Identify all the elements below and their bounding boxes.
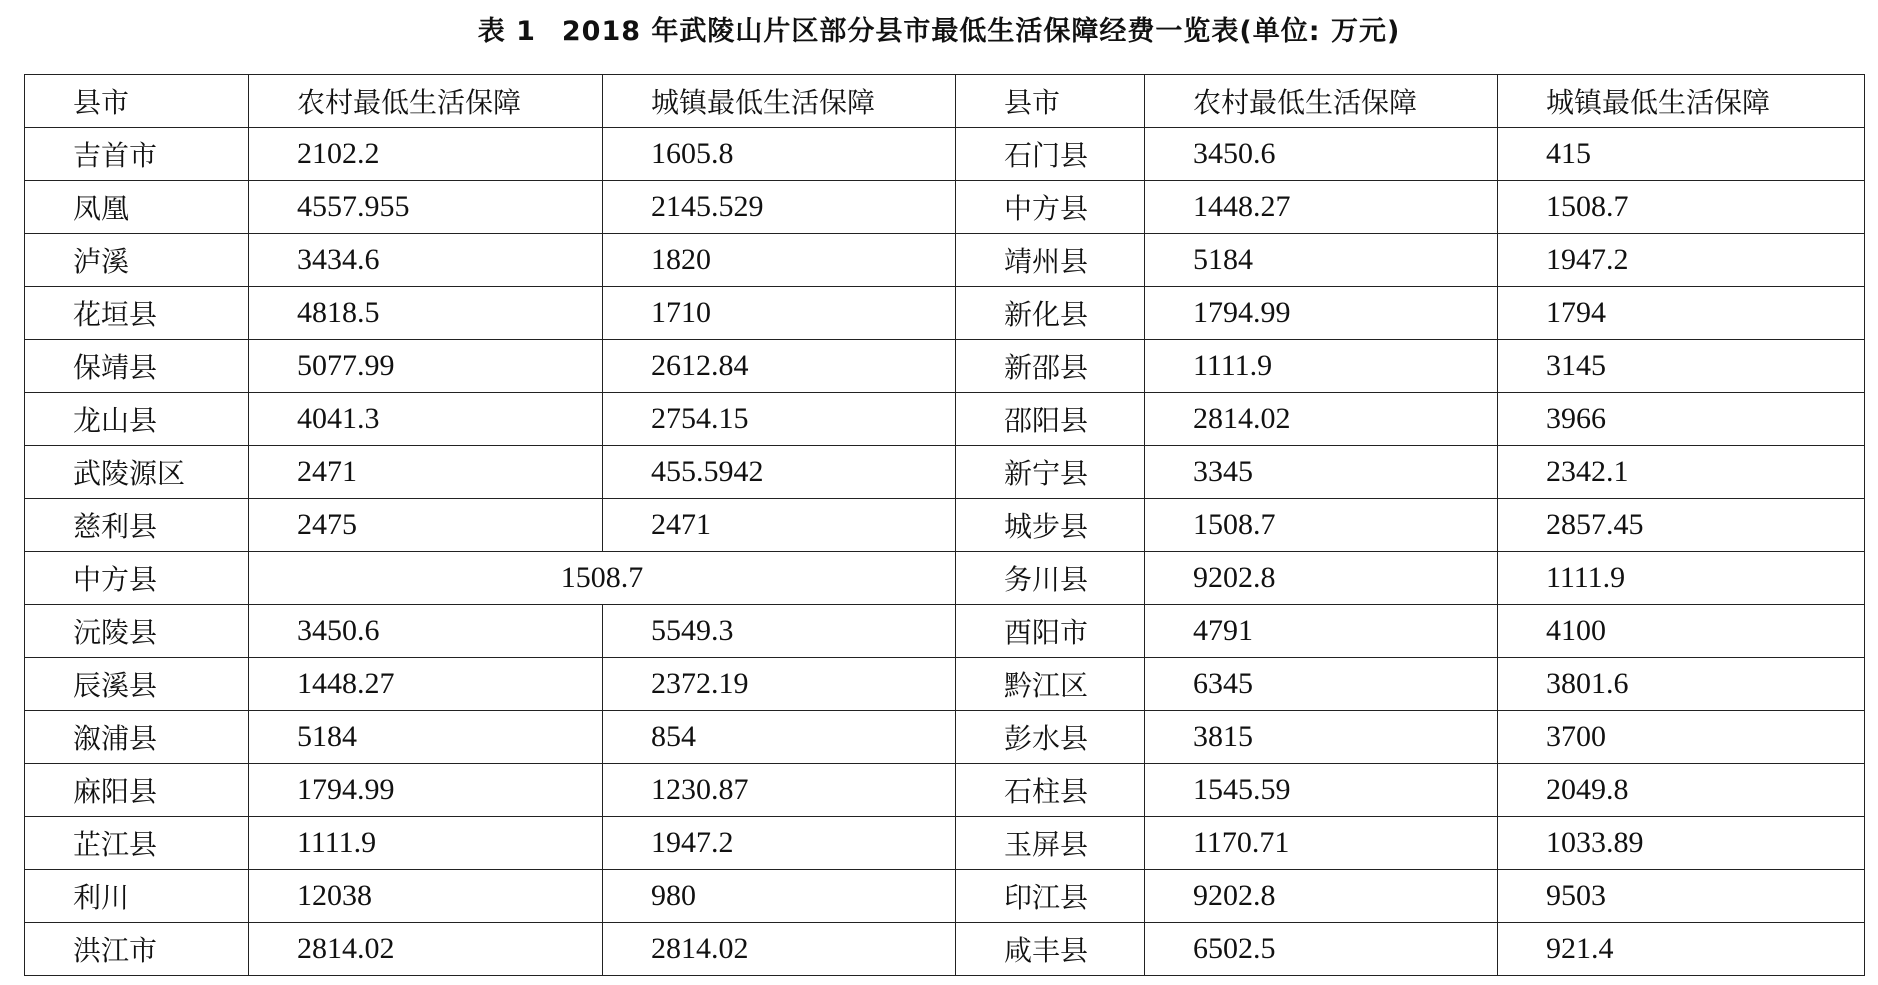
county-name: 慈利县 [25, 499, 249, 552]
urban-value: 1820 [603, 234, 956, 287]
urban-value: 1947.2 [603, 817, 956, 870]
urban-value: 3145 [1498, 340, 1865, 393]
column-header-urban: 城镇最低生活保障 [603, 75, 956, 128]
urban-value: 1947.2 [1498, 234, 1865, 287]
rural-value: 5184 [249, 711, 603, 764]
county-name: 保靖县 [25, 340, 249, 393]
table-row [25, 181, 1865, 234]
county-name: 黔江区 [956, 658, 1145, 711]
rural-value: 1111.9 [249, 817, 603, 870]
county-name: 新邵县 [956, 340, 1145, 393]
rural-value: 1170.71 [1145, 817, 1498, 870]
county-name: 花垣县 [25, 287, 249, 340]
county-name: 城步县 [956, 499, 1145, 552]
rural-value: 1794.99 [1145, 287, 1498, 340]
county-name: 彭水县 [956, 711, 1145, 764]
column-header-urban: 城镇最低生活保障 [1498, 75, 1865, 128]
urban-value: 455.5942 [603, 446, 956, 499]
rural-value: 5077.99 [249, 340, 603, 393]
county-name: 武陵源区 [25, 446, 249, 499]
urban-value: 2471 [603, 499, 956, 552]
subsistence-allowance-table [24, 74, 1865, 976]
column-header-rural: 农村最低生活保障 [1145, 75, 1498, 128]
county-name: 新宁县 [956, 446, 1145, 499]
rural-value: 3434.6 [249, 234, 603, 287]
county-name: 靖州县 [956, 234, 1145, 287]
urban-value: 415 [1498, 128, 1865, 181]
rural-value: 3450.6 [1145, 128, 1498, 181]
table-row [25, 658, 1865, 711]
rural-value: 4818.5 [249, 287, 603, 340]
urban-value: 2857.45 [1498, 499, 1865, 552]
county-name: 邵阳县 [956, 393, 1145, 446]
header-row [25, 75, 1865, 128]
rural-value: 9202.8 [1145, 552, 1498, 605]
table-row [25, 234, 1865, 287]
county-name: 务川县 [956, 552, 1145, 605]
table-row [25, 552, 1865, 605]
rural-value: 2471 [249, 446, 603, 499]
urban-value: 1605.8 [603, 128, 956, 181]
county-name: 龙山县 [25, 393, 249, 446]
county-name: 吉首市 [25, 128, 249, 181]
table-row [25, 393, 1865, 446]
rural-value: 9202.8 [1145, 870, 1498, 923]
county-name: 辰溪县 [25, 658, 249, 711]
county-name: 麻阳县 [25, 764, 249, 817]
county-name: 泸溪 [25, 234, 249, 287]
rural-value: 4791 [1145, 605, 1498, 658]
county-name: 芷江县 [25, 817, 249, 870]
urban-value: 921.4 [1498, 923, 1865, 976]
county-name: 中方县 [956, 181, 1145, 234]
rural-value: 1794.99 [249, 764, 603, 817]
merged-value-cell: 1508.7 [249, 552, 956, 605]
county-name: 咸丰县 [956, 923, 1145, 976]
urban-value: 2342.1 [1498, 446, 1865, 499]
county-name: 凤凰 [25, 181, 249, 234]
county-name: 玉屏县 [956, 817, 1145, 870]
urban-value: 9503 [1498, 870, 1865, 923]
county-name: 印江县 [956, 870, 1145, 923]
table-row [25, 817, 1865, 870]
rural-value: 12038 [249, 870, 603, 923]
column-header-rural: 农村最低生活保障 [249, 75, 603, 128]
urban-value: 2049.8 [1498, 764, 1865, 817]
rural-value: 3345 [1145, 446, 1498, 499]
column-header-county: 县市 [25, 75, 249, 128]
table-row [25, 340, 1865, 393]
table-row [25, 446, 1865, 499]
urban-value: 5549.3 [603, 605, 956, 658]
county-name: 酉阳市 [956, 605, 1145, 658]
urban-value: 3700 [1498, 711, 1865, 764]
table-caption [0, 10, 1878, 54]
urban-value: 4100 [1498, 605, 1865, 658]
table-row [25, 870, 1865, 923]
urban-value: 1230.87 [603, 764, 956, 817]
rural-value: 1111.9 [1145, 340, 1498, 393]
urban-value: 2814.02 [603, 923, 956, 976]
county-name: 利川 [25, 870, 249, 923]
table-row [25, 605, 1865, 658]
urban-value: 2372.19 [603, 658, 956, 711]
table-row [25, 764, 1865, 817]
table-row [25, 287, 1865, 340]
urban-value: 1111.9 [1498, 552, 1865, 605]
urban-value: 1794 [1498, 287, 1865, 340]
county-name: 石柱县 [956, 764, 1145, 817]
rural-value: 5184 [1145, 234, 1498, 287]
rural-value: 4557.955 [249, 181, 603, 234]
county-name: 洪江市 [25, 923, 249, 976]
rural-value: 4041.3 [249, 393, 603, 446]
urban-value: 1033.89 [1498, 817, 1865, 870]
county-name: 中方县 [25, 552, 249, 605]
rural-value: 2814.02 [1145, 393, 1498, 446]
table-number: 表 1 [477, 16, 536, 47]
table-row [25, 711, 1865, 764]
county-name: 沅陵县 [25, 605, 249, 658]
rural-value: 1508.7 [1145, 499, 1498, 552]
county-name: 新化县 [956, 287, 1145, 340]
urban-value: 1710 [603, 287, 956, 340]
county-name: 石门县 [956, 128, 1145, 181]
county-name: 溆浦县 [25, 711, 249, 764]
table-row [25, 499, 1865, 552]
rural-value: 6345 [1145, 658, 1498, 711]
rural-value: 3815 [1145, 711, 1498, 764]
urban-value: 2754.15 [603, 393, 956, 446]
table-row [25, 923, 1865, 976]
table-title: 2018 年武陵山片区部分县市最低生活保障经费一览表(单位: 万元) [561, 16, 1401, 47]
urban-value: 2612.84 [603, 340, 956, 393]
rural-value: 2475 [249, 499, 603, 552]
rural-value: 1448.27 [249, 658, 603, 711]
table-row [25, 128, 1865, 181]
urban-value: 3966 [1498, 393, 1865, 446]
rural-value: 6502.5 [1145, 923, 1498, 976]
urban-value: 2145.529 [603, 181, 956, 234]
urban-value: 1508.7 [1498, 181, 1865, 234]
column-header-county: 县市 [956, 75, 1145, 128]
rural-value: 3450.6 [249, 605, 603, 658]
rural-value: 1545.59 [1145, 764, 1498, 817]
rural-value: 1448.27 [1145, 181, 1498, 234]
urban-value: 980 [603, 870, 956, 923]
urban-value: 3801.6 [1498, 658, 1865, 711]
urban-value: 854 [603, 711, 956, 764]
rural-value: 2814.02 [249, 923, 603, 976]
rural-value: 2102.2 [249, 128, 603, 181]
